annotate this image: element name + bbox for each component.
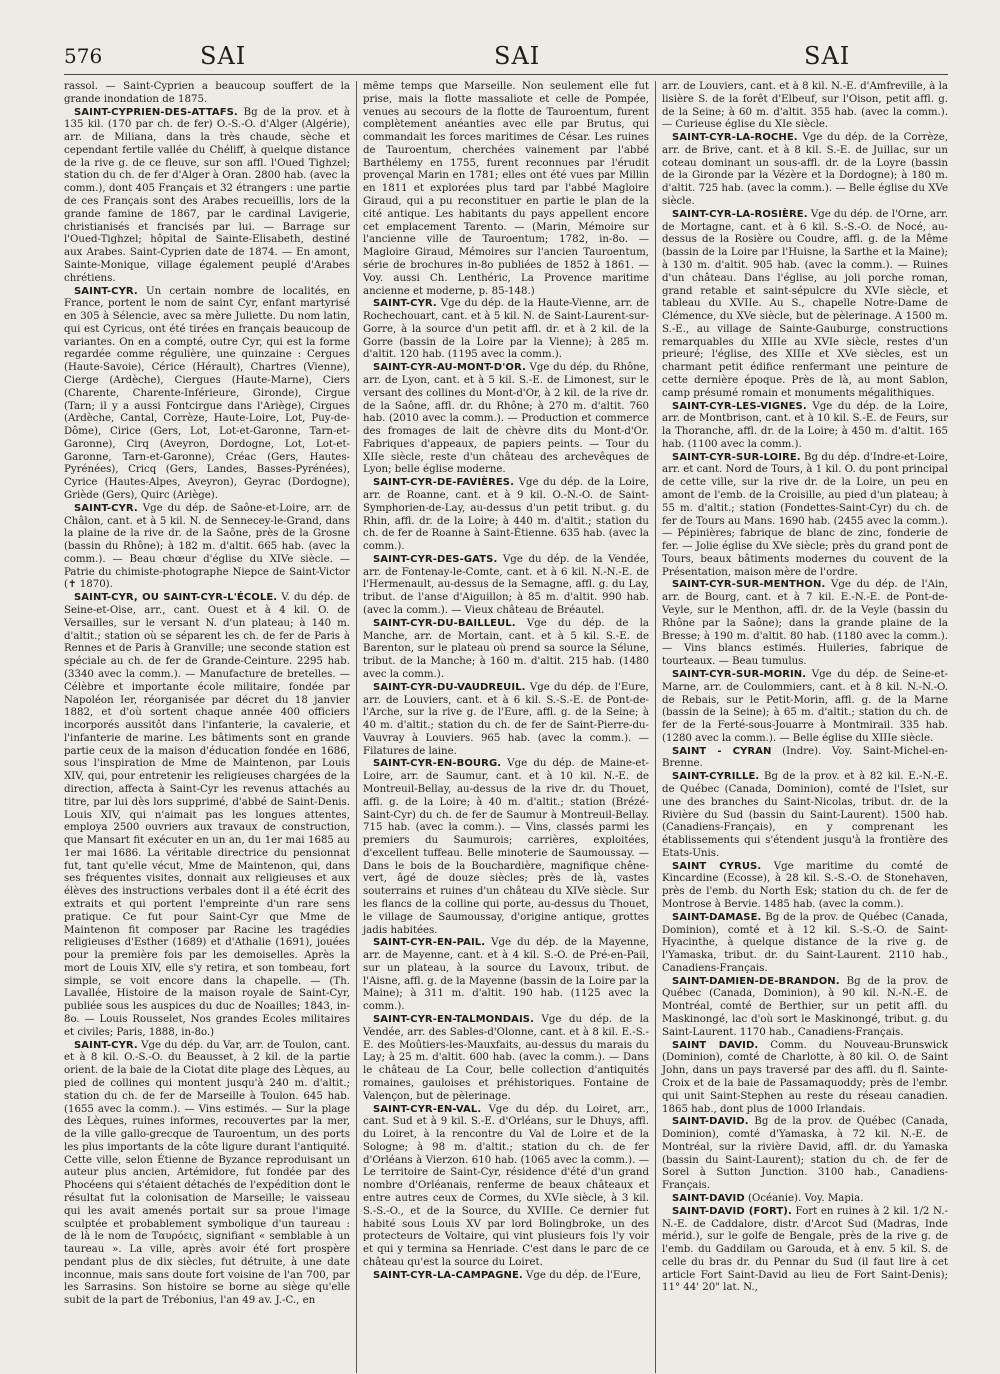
- entry-text: Vge du dép. de l'Orne, arr. de Mortagne, cant. et à 6 kil. S.-S.-O. de Nocé, au-dessus de la Rosière ou Coudre, affl. g. de la Même (bassin de la Loire par l'Huisne, la Sarthe et la Maine); à 130 m. d'altit. 905 hab. (avec la comm.). — Ruines d'un château. Dans l'église, au joli porche roman, grand retable et saint-sépulcre du XVIe siècle, et tableau du XVIIe. Au S., chapelle Notre-Dame de Clémence, du XVe siècle, but de pèlerinage. A 1500 m. S.-E., au village de Sainte-Gauburge, constructions remarquables du XIIIe au XVIe siècle, restes d'un prieuré; l'église, des XIIIe et XVe siècles, est un charmant petit édifice renfermant une peinture de cette dernière époque. Près de là, au mont Sablon, camp présumé romain et monuments mégalithiques.: [662, 208, 948, 399]
- dictionary-entry: [662, 771, 948, 860]
- entry-headword: SAINT-DAVID (FORT).: [672, 1205, 792, 1217]
- entry-text: Comm. du Nouveau-Brunswick (Dominion), comté de Charlotte, à 80 kil. O. de Saint John, dans un pays traversé par des affl. du fl. Sainte-Croix et de la baie de Passamaquoddy; près de l'embr. qui unit Saint-Stephen au reste du réseau canadien. 1865 hab., dont plus de 1000 Irlandais.: [662, 1039, 948, 1115]
- dictionary-entry: [662, 452, 948, 580]
- entry-headword: SAINT-DAVID: [672, 1192, 745, 1204]
- entry-text: (Indre). Voy. Saint-Michel-en-Brenne.: [662, 745, 948, 770]
- dictionary-entry: [662, 746, 948, 772]
- dictionary-entry: [363, 682, 649, 759]
- entry-text: Vge du dép. du Rhône, arr. de Lyon, cant. et à 5 kil. S.-E. de Limonest, sur le versant des collines du Mont-d'Or, à 2 kil. de la rive dr. de la Saône, affl. dr. du Rhône; à 270 m. d'altit. 760 hab. (2010 avec la comm.). — Production et commerce des fromages de lait de chèvre dits du Mont-d'Or. Fabriques d'appeaux, de papiers peints. — Tour du XIIe siècle, reste d'un château des archevêques de Lyon; belle église moderne.: [363, 362, 649, 476]
- entry-headword: SAINT-CYR-EN-BOURG.: [373, 758, 502, 770]
- dictionary-entry: [363, 937, 649, 1014]
- entry-text: Vge du dép. de Seine-et-Marne, arr. de Coulommiers, cant. et à 8 kil. N.-N.-O. de Rebais, sur le Petit-Morin, affl. g. de la Marne (bassin de la Seine); à 65 m. d'altit.; station du ch. de fer de la Ferté-sous-Jouarre à Montmirail. 335 hab. (1280 avec la comm.). — Belle église du XIIIe siècle.: [662, 668, 948, 744]
- dictionary-entry: [64, 1040, 350, 1308]
- entry-headword: SAINT-CYR.: [373, 298, 437, 310]
- entry-text: Vge du dép. du Loiret, arr., cant. Sud et à 9 kil. S.-E. d'Orléans, sur le Dhuys, affl. du Loiret, à la rencontre du Val de Loire et de la Sologne; à 98 m. d'altit.; station du ch. de fer d'Orléans à Vierzon. 610 hab. (1065 avec la comm.). — Le territoire de Saint-Cyr, résidence d'été d'un grand nombre d'Orléanais, renferme de beaux châteaux et entre autres ceux de Cormes, du XVIe siècle, à 3 kil. S.-S.-O., et de la Source, du XVIIIe. Ce dernier fut habité sous Louis XV par lord Bolingbroke, un des protecteurs de Voltaire, qui vint plusieurs fois l'y voir et qui y termina sa Henriade. C'est dans le parc de ce château qu'est la source du Loiret.: [363, 1103, 649, 1268]
- entry-text: Bg de la prov. de Québec (Canada, Dominion), à 90 kil. N.-N.-E. de Montréal, comté de Berthier, sur un petit affl. du Maskinongé, lac d'où sort le Maskinongé, tribut. g. du Saint-Laurent. 1170 hab., Canadiens-Français.: [662, 975, 948, 1038]
- dictionary-entry: [662, 1040, 948, 1117]
- entry-text: Vge du dép. de l'Eure,: [522, 1269, 642, 1281]
- entry-headword: SAINT-DAVID.: [672, 1116, 749, 1128]
- dictionary-entry: [662, 209, 948, 401]
- entry-headword: SAINT-CYR, OU SAINT-CYR-L'ÉCOLE.: [74, 592, 278, 604]
- entry-text: Vge du dép. de la Loire, arr. de Montbrison, cant. et à 10 kil. S.-E. de Feurs, sur la Thoranche, affl. dr. de la Loire; à 450 m. d'altit. 165 hab. (1100 avec la comm.).: [662, 400, 948, 450]
- dictionary-entry: [363, 1270, 649, 1283]
- dictionary-entry: [64, 592, 350, 1039]
- dictionary-entry: [662, 1193, 948, 1206]
- entry-headword: SAINT CYRUS.: [672, 860, 762, 872]
- entry-text: Vge du dép. de la Mayenne, arr. de Mayenne, cant. et à 4 kil. S.-O. de Pré-en-Pail, sur un plateau, à la source du Lavoux, tribut. de l'Aisne, affl. g. de la Mayenne (bassin de la Loire par la Maine); à 311 m. d'altit. 190 hab. (1125 avec la comm.).: [363, 937, 649, 1013]
- page-number: 576: [64, 44, 103, 68]
- entry-text: Vge du dép. de Maine-et-Loire, arr. de Saumur, cant. et à 10 kil. N.-E. de Montreuil-Bellay, au-dessus de la rive dr. du Thouet, affl. g. de la Loire; à 40 m. d'altit.; station (Brézé-Saint-Cyr) du ch. de fer de Saumur à Montreuil-Bellay. 715 hab. (avec la comm.). — Vins, classés parmi les premiers du Saumurois; carrières, exploitées, d'excellent tuffeau. Belle minoterie de Saumoussay. — Dans le bois de la Bouchardière, magnifique chêne-vert, âgé de douze siècles; près de là, vastes souterrains et ruines d'un château du XIVe siècle. Sur les flancs de la colline qui porte, au-dessus du Thouet, le village de Saumoussay, d'origine antique, grottes jadis habitées.: [363, 758, 649, 936]
- entry-headword: SAINT-CYR.: [74, 502, 138, 514]
- entry-headword: SAINT-DAMIEN-DE-BRANDON.: [672, 975, 840, 987]
- dictionary-entry: [363, 554, 649, 618]
- entry-continuation: [64, 81, 350, 107]
- text-columns: [64, 81, 948, 1373]
- entry-headword: SAINT-CYR-LA-CAMPAGNE.: [373, 1269, 523, 1281]
- dictionary-entry: [363, 298, 649, 362]
- entry-text: Bg du dép. d'Indre-et-Loire, arr. et cant. Nord de Tours, à 1 kil. O. du pont principal de cette ville, sur la rive dr. de la Loire, un peu en amont de l'emb. de la Croisille, au pied d'un plateau; à 55 m. d'altit.; station (Fondettes-Saint-Cyr) du ch. de fer de Tours au Mans. 1690 hab. (2455 avec la comm.). — Pépinières; fabrique de blanc de zinc, fonderie de fer. — Jolie église du XVe siècle; près du grand pont de Tours, beaux bâtiments modernes du couvent de la Présentation, maison mère de l'ordre.: [662, 451, 948, 578]
- entry-text: V. du dép. de Seine-et-Oise, arr., cant. Ouest et à 4 kil. O. de Versailles, sur le versant N. d'un plateau; à 140 m. d'altit.; station où se séparent les ch. de fer de Paris à Rennes et de Paris à Granville; une seconde station est spéciale au ch. de fer de Grande-Ceinture. 2295 hab. (3340 avec la comm.). — Manufacture de bretelles. — Célèbre et importante école militaire, fondée par Napoléon Ier, réorganisée par décret du 18 janvier 1882, et d'où sortent chaque année 400 officiers incorporés aussitôt dans l'infanterie, la cavalerie, et l'infanterie de marine. Les bâtiments sont en grande partie ceux de la maison d'éducation fondée en 1686, sous l'inspiration de Mme de Maintenon, par Louis XIV, qui, pour entretenir les religieuses chargées de la direction, affecta à Saint-Cyr les revenus attachés au titre, par lui dès lors supprimé, d'abbé de Saint-Denis. Louis XIV, qui n'aimait pas les longues attentes, employa 2500 ouvriers aux travaux de construction, que Mansart fit exécuter en un an, du 1er mai 1685 au 1er mai 1686. La véritable directrice du pensionnat fut, tant qu'elle vécut, Mme de Maintenon, qui, dans ses fréquentes visites, donnait aux religieuses et aux élèves des instructions verbales dont il a été écrit des extraits et qui portent l'empreinte d'un rare sens pratique. Ce fut pour Saint-Cyr que Mme de Maintenon fit composer par Racine les tragédies religieuses d'Esther (1689) et d'Athalie (1691), jouées pour la première fois par les demoiselles. Après la mort de Louis XIV, elle s'y retira, et son tombeau, fort simple, se voit encore dans la chapelle. — (Th. Lavallée, Histoire de la maison royale de Saint-Cyr, publiée sous les auspices du duc de Noailles; 1843, in-8o. — Louis Rousselet, Nos grandes Ecoles militaires et civiles; Paris, 1888, in-8o.): [64, 592, 350, 1038]
- column-middle: [356, 81, 649, 1373]
- dictionary-entry: [363, 618, 649, 682]
- dictionary-entry: [662, 132, 948, 209]
- entry-text: Vge du dép. de la Vendée, arr. de Fontenay-le-Comte, cant. et à 6 kil. N.-N.-E. de l'Hermenault, au-dessus de la Semagne, affl. g. du Lay, tribut. de l'anse d'Aiguillon; à 85 m. d'altit. 990 hab. (avec la comm.). — Vieux château de Bréautel.: [363, 553, 649, 617]
- entry-headword: SAINT-CYRILLE.: [672, 771, 760, 783]
- dictionary-entry: [662, 1116, 948, 1193]
- entry-headword: SAINT-CYR-EN-TALMONDAIS.: [373, 1014, 534, 1026]
- column-right: [655, 81, 948, 1373]
- entry-text: Vge du dép. de l'Eure, arr. de Louviers, cant. et à 6 kil. S.-S.-E. de Pont-de-l'Arche, sur la rive g. de l'Eure, affl. g. de la Seine; à 40 m. d'altit.; station du ch. de fer de Saint-Pierre-du-Vauvray à Louviers. 965 hab. (avec la comm.). — Filatures de laine.: [363, 681, 649, 757]
- entry-headword: SAINT DAVID.: [672, 1039, 759, 1051]
- entry-continuation: [363, 81, 649, 298]
- dictionary-entry: [64, 107, 350, 286]
- entry-text: Bg de la prov. de Québec (Canada, Dominion), comté et à 12 kil. S.-S.-O. de Saint-Hyacinthe, à quelque distance de la rive g. de l'Yamaska, tribut. dr. du Saint-Laurent. 2110 hab., Canadiens-Français.: [662, 911, 948, 974]
- entry-headword: SAINT-CYPRIEN-DES-ATTAFS.: [74, 106, 238, 118]
- entry-text: Bg de la prov. et à 135 kil. (170 par ch. de fer) O.-S.-O. d'Alger (Algérie), arr. de Miliana, dans la très chaude, sèche et cependant fertile vallée du Chéliff, à quelque distance de la rive g. de ce fleuve, sur son affl. l'Oued Tighzel; station du ch. de fer d'Alger à Oran. 2800 hab. (avec la comm.), dont 405 Français et 32 étrangers : une partie de ces Français sont des Arabes recueillis, lors de la grande famine de 1867, par le cardinal Lavigerie, christianisés et francisés par lui. — Barrage sur l'Oued-Tighzel; hôpital de Sainte-Elisabeth, destiné aux Arabes. Saint-Cyprien date de 1874. — En amont, Sainte-Monique, village également peuplé d'Arabes chrétiens.: [64, 106, 350, 284]
- dictionary-entry: [64, 286, 350, 503]
- entry-headword: SAINT-CYR.: [74, 1039, 138, 1051]
- entry-text: Vge du dép. de l'Ain, arr. de Bourg, cant. et à 7 kil. E.-N.-E. de Pont-de-Veyle, sur le Menthon, affl. dr. de la Veyle (bassin du Rhône par la Saône); dans la grande plaine de la Bresse; à 190 m. d'altit. 80 hab. (1180 avec la comm.). — Vins blancs estimés. Huileries, fabrique de tourteaux. — Beau tumulus.: [662, 579, 948, 668]
- dictionary-entry: [662, 579, 948, 668]
- entry-headword: SAINT-CYR-SUR-MENTHON.: [672, 579, 826, 591]
- dictionary-entry: [363, 1014, 649, 1103]
- dictionary-entry: [662, 401, 948, 452]
- entry-headword: SAINT-CYR-SUR-LOIRE.: [672, 451, 801, 463]
- entry-text: (Océanie). Voy. Mapia.: [744, 1192, 864, 1204]
- dictionary-entry: [662, 861, 948, 912]
- entry-text: Vge maritime du comté de Kincardine (Ecosse), à 28 kil. S.-S.-O. de Stonehaven, près de l'emb. du North Esk; station du ch. de fer de Montrose à Bervie. 1485 hab. (avec la comm.).: [662, 860, 948, 910]
- entry-headword: SAINT-CYR-LA-ROCHE.: [672, 132, 798, 144]
- dictionary-entry: [662, 912, 948, 976]
- entry-text: Vge du dép. de la Corrèze, arr. de Brive, cant. et à 8 kil. S.-E. de Juillac, sur un coteau dominant un sous-affl. dr. de la Loyre (bassin de la Gironde par la Vézère et la Dordogne); à 180 m. d'altit. 725 hab. (avec la comm.). — Belle église du XVe siècle.: [662, 132, 948, 208]
- running-head-center: SAI: [494, 42, 541, 70]
- entry-text: Un certain nombre de localités, en France, portent le nom de saint Cyr, enfant martyrisé en 305 à Sélencie, avec sa mère Juliette. Du nom latin, qui est Cyricus, ont été tirées en français beaucoup de variantes. On en a compté, outre Cyr, qui est la forme regardée comme régulière, une quinzaine : Cergues (Haute-Savoie), Cérice (Hérault), Chartres (Vienne), Cierge (Ardèche), Ciergues (Haute-Marne), Ciers (Charente, Charente-Inférieure, Gironde), Cirgue (Tarn; il y a aussi Fontcirgue dans l'Ariège), Cirgues (Ardèche, Cantal, Corrèze, Haute-Loire, Lot, Puy-de-Dôme), Cirice (Gers, Lot, Lot-et-Garonne, Tarn-et-Garonne), Cirq (Aveyron, Dordogne, Lot, Lot-et-Garonne, Tarn-et-Garonne), Créac (Gers, Hautes-Pyrénées), Cricq (Gers, Landes, Basses-Pyrénées), Cyrice (Hautes-Alpes, Aveyron), Geyrac (Dordogne), Griède (Gers), Quirc (Ariège).: [64, 285, 350, 501]
- entry-headword: SAINT-CYR-SUR-MORIN.: [672, 668, 807, 680]
- entry-text: Fort en ruines à 2 kil. 1/2 N.-N.-E. de Caddalore, distr. d'Arcot Sud (Madras, Inde mérid.), sur le golfe de Bengale, près de la rive g. de l'emb. du Gaddilam ou Garouda, et à env. 5 kil. S. de celle du bras dr. du Pennar du Sud (il faut lire à cet article Fort Saint-David au lieu de Fort Saint-Denis); 11° 44' 20" lat. N.,: [662, 1205, 948, 1294]
- entry-headword: SAINT-CYR-DES-GATS.: [373, 553, 498, 565]
- page-header: [64, 40, 948, 75]
- entry-headword: SAINT-CYR-AU-MONT-D'OR.: [373, 362, 526, 374]
- entry-headword: SAINT-CYR-DE-FAVIÈRES.: [373, 477, 515, 489]
- entry-headword: SAINT-CYR-DU-VAUDREUIL.: [373, 681, 526, 693]
- entry-text: Bg de la prov. de Québec (Canada, Dominion), comté d'Yamaska, à 72 kil. N.-E. de Montréal, sur la rivière David, affl. dr. du Yamaska (bassin du Saint-Laurent); station du ch. de fer de Sorel à Sutton Junction. 3100 hab., Canadiens-Français.: [662, 1116, 948, 1192]
- entry-text: Vge du dép. de la Vendée, arr. des Sables-d'Olonne, cant. et à 8 kil. E.-S.-E. des Moûtiers-les-Mauxfaits, au-dessus du marais du Lay; à 25 m. d'altit. 600 hab. (avec la comm.). — Dans le château de La Cour, belle collection d'antiquités romaines, gauloises et préhistoriques. Fontaine de Valençon, but de pèlerinage.: [363, 1014, 649, 1102]
- entry-text: Vge du dép. de Saône-et-Loire, arr. de Châlon, cant. et à 5 kil. N. de Sennecey-le-Grand, dans la plaine de la rive dr. de la Saône, près de la Grosne (bassin du Rhône); à 182 m. d'altit. 665 hab. (avec la comm.). — Beau chœur d'église du XIVe siècle. — Patrie du chimiste-photographe Niepce de Saint-Victor (✝ 1870).: [64, 502, 350, 591]
- entry-headword: SAINT-DAMASE.: [672, 911, 762, 923]
- dictionary-entry: [662, 669, 948, 746]
- entry-headword: SAINT-CYR-DU-BAILLEUL.: [373, 617, 516, 629]
- entry-text: même temps que Marseille. Non seulement elle fut prise, mais la flotte massaliote et celle de Pompée, venues au secours de la flotte de Tauroentum, furent complètement anéanties avec elle par Brutus, qui commandait les forces maritimes de César. Les ruines de Tauroentum, cherchées vainement par l'abbé Barthélemy en 1755, furent reconnues par l'érudit provençal Marin en 1781; elles ont été vues par Millin en 1811 et explorées plus tard par l'abbé Magloire Giraud, qui a pu reconstituer en partie le plan de la cité antique. Les habitants du pays appellent encore cet emplacement Tarento. — (Marin, Mémoire sur l'ancienne ville de Tauroentum; 1782, in-8o. — Magloire Giraud, Mémoires sur l'ancien Tauroentum, série de brochures in-8o publiées de 1852 à 1861. — Voy. aussi Ch. Lenthéric, La Provence maritime ancienne et moderne, p. 85-148.): [363, 81, 649, 297]
- dictionary-entry: [662, 1206, 948, 1295]
- entry-headword: SAINT-CYR-EN-VAL.: [373, 1103, 482, 1115]
- entry-text: Vge du dép. de la Haute-Vienne, arr. de Rochechouart, cant. et à 5 kil. N. de Saint-Laurent-sur-Gorre, à la source d'un petit affl. dr. et à 2 kil. de la Gorre (bassin de la Loire par la Vienne); à 285 m. d'altit. 120 hab. (1195 avec la comm.).: [363, 298, 649, 361]
- entry-text: Vge du dép. de la Loire, arr. de Roanne, cant. et à 9 kil. O.-N.-O. de Saint-Symphorien-de-Lay, au-dessus d'un petit tribut. g. du Rhin, affl. dr. de la Loire; à 440 m. d'altit.; station du ch. de fer de Roanne à Saint-Étienne. 635 hab. (avec la comm.).: [363, 477, 649, 553]
- entry-text: Vge du dép. du Var, arr. de Toulon, cant. et à 8 kil. O.-S.-O. du Beausset, à 2 kil. de la partie orient. de la baie de la Ciotat dite plage des Lèques, au pied de collines qui montent jusqu'à 240 m. d'altit.; station du ch. de fer de Marseille à Toulon. 645 hab. (1655 avec la comm.). — Vins estimés. — Sur la plage des Lèques, ruines informes, recouvertes par la mer, de la ville gallo-grecque de Tauroentum, un des ports les plus importants de la côte ligure durant l'antiquité. Cette ville, selon Étienne de Byzance reproduisant un auteur plus ancien, Artémidore, fut fondée par des Phocéens qui s'étaient détachés de l'expédition dont le résultat fut la colonisation de Marseille; le vaisseau qui les avait amenés portait sur sa proue l'image sculptée et probablement symbolique d'un taureau : de là le nom de Ταυρόεις, signifiant « semblable à un taureau ». La ville, après avoir été fort prospère pendant plus de dix siècles, fut détruite, à une date inconnue, mais sans doute fort voisine de l'an 700, par les Sarrasins. Son histoire se borne au siège qu'elle subit de la part de Trébonius, l'an 49 av. J.-C., en: [64, 1039, 350, 1307]
- entry-continuation: [662, 81, 948, 132]
- entry-headword: SAINT - CYRAN: [672, 745, 772, 757]
- entry-text: Bg de la prov. et à 82 kil. E.-N.-E. de Québec (Canada, Dominion), comté de l'Islet, sur une des branches du Saint-Nicolas, tribut. dr. de la Rivière du Sud (bassin du Saint-Laurent). 1500 hab. (Canadiens-Français), en y comprenant les établissements qui s'étendent jusqu'à la frontière des Etats-Unis.: [662, 771, 948, 859]
- dictionary-entry: [363, 477, 649, 554]
- entry-headword: SAINT-CYR.: [74, 285, 138, 297]
- entry-headword: SAINT-CYR-LA-ROSIÈRE.: [672, 208, 808, 220]
- dictionary-entry: [64, 503, 350, 592]
- entry-text: arr. de Louviers, cant. et à 8 kil. N.-E. d'Amfreville, à la lisière S. de la forêt d'Elbeuf, sur l'Oison, petit affl. g. de la Seine; à 60 m. d'altit. 355 hab. (avec la comm.). — Curieuse église du XIe siècle.: [662, 81, 948, 131]
- dictionary-entry: [363, 362, 649, 477]
- entry-text: Vge du dép. de la Manche, arr. de Mortain, cant. et à 5 kil. S.-E. de Barenton, sur le plateau où prend sa source la Sélune, tribut. de la Manche; à 160 m. d'altit. 215 hab. (1480 avec la comm.).: [363, 617, 649, 680]
- entry-headword: SAINT-CYR-LES-VIGNES.: [672, 400, 807, 412]
- dictionary-entry: [363, 1104, 649, 1270]
- column-left: [64, 81, 350, 1373]
- entry-headword: SAINT-CYR-EN-PAIL.: [373, 937, 486, 949]
- entry-text: rassol. — Saint-Cyprien a beaucoup souffert de la grande inondation de 1875.: [64, 81, 350, 105]
- dictionary-entry: [363, 758, 649, 937]
- running-head-right: SAI: [804, 42, 851, 70]
- dictionary-entry: [662, 976, 948, 1040]
- running-head-left: SAI: [200, 42, 247, 70]
